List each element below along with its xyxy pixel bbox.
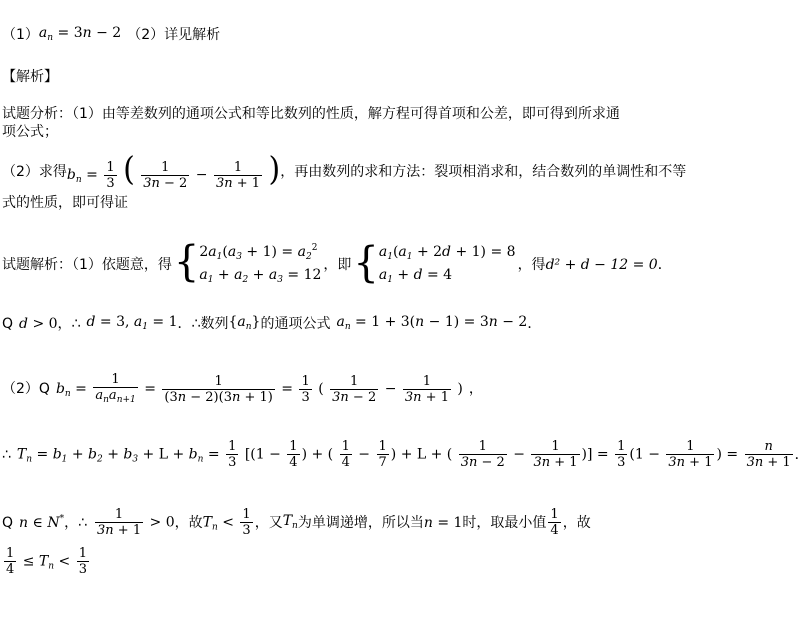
solution-line-5-text-3: ，又	[254, 514, 283, 531]
final-inequality: $\frac{1}{4}$ ≤ $T_n$ < $\frac{1}{3}$	[6, 546, 87, 577]
answer-line	[2, 26, 220, 43]
n-equals-1: n = 1	[423, 514, 463, 531]
analysis-line-4: 式的性质，即可得证	[2, 195, 128, 211]
solution-intro: 试题解析：（1）依题意，得	[2, 256, 172, 273]
solution-equation: d² + d − 12 = 0	[545, 256, 658, 273]
analysis-header: 【解析】	[2, 69, 58, 85]
answer-part1-label: （1）	[2, 26, 39, 43]
solution-line-3: （2） Q $b_n$ = $\frac{1}{a_na_{n+1}}$ = $\frac{1}{(3n - 2)(3n + 1)}$ = $\frac{1}{3}$ ( $\frac{1}{3n - 2}$ − $\frac{1}{3n + 1}$ ) ，	[2, 372, 483, 405]
solution-line-5-text-6: ，故	[562, 514, 591, 531]
tn-upper-bound: $T_n$ < $\frac{1}{3}$	[202, 507, 251, 538]
answer-part2-label: （2）	[127, 26, 165, 43]
answer-part2-text: 详见解析	[164, 26, 221, 43]
solution-line-6	[2, 547, 91, 576]
sequence-set: $\{a_n\}$	[228, 314, 261, 332]
d-a1-values: d = 3, $a_1 = 1$	[86, 314, 178, 332]
solution-period: ．	[657, 256, 672, 273]
solution-line-5-text-2: ，故	[174, 514, 203, 531]
bn-expansion: $b_n$ = $\frac{1}{a_na_{n+1}}$ = $\frac{1}{(3n - 2)(3n + 1)}$ = $\frac{1}{3}$ ( $\frac{1}{3n - 2}$ − $\frac{1}{3n + 1}$ )	[55, 372, 463, 405]
solution-line-5-text-5: 时，取最小值	[462, 514, 547, 531]
system-1: { $2a_1(a_3 + 1) = a_2^2$ $a_1 + a_2 + a_3 = 12$	[173, 237, 322, 287]
analysis-line-1: 试题分析：（1）由等差数列的通项公式和等比数列的性质，解方程可得首项和公差，即可得到所求通	[2, 106, 620, 122]
solution-sep-1: ，即	[323, 256, 352, 273]
d-positive: d > 0	[19, 315, 58, 332]
because-symbol-3: Q	[2, 514, 14, 531]
solution-line-2-text-1: ，∴	[57, 315, 81, 332]
solution-sep-2: ，得	[517, 256, 546, 273]
because-symbol-2: Q	[38, 381, 50, 397]
analysis-line-3	[2, 150, 687, 191]
min-value: $\frac{1}{4}$	[550, 507, 559, 538]
solution-line-4-period: ．	[794, 446, 809, 463]
solution-line-2-text-3: 的通项公式	[260, 315, 331, 332]
solution-line-5-text-1: ，∴	[64, 514, 87, 531]
analysis-line-2: 项公式；	[2, 124, 58, 140]
positive-fraction: $\frac{1}{3n + 1}$ > 0	[97, 507, 175, 538]
analysis-line-3-prefix: （2）求得	[2, 164, 67, 181]
therefore-symbol: ∴	[2, 446, 11, 463]
solution-line-1	[2, 237, 672, 287]
answer-part1-formula: $a_n = 3n - 2$	[38, 25, 122, 43]
solution-line-4	[2, 440, 809, 469]
solution-line-2	[2, 315, 541, 332]
solution-line-5	[2, 508, 591, 537]
system-2: { $a_1(a_1 + 2d + 1) = 8$ $a_1 + d = 4$	[353, 238, 516, 287]
solution-part2-label: （2）	[2, 381, 39, 397]
because-symbol: Q	[2, 315, 14, 332]
tn-symbol: $T_n$	[282, 513, 298, 531]
solution-line-5-text-4: 为单调递增，所以当	[297, 514, 424, 531]
solution-line-2-text-2: ．∴数列	[177, 315, 229, 332]
solution-line-2-period: ．	[527, 315, 542, 332]
bn-formula: $b_n$ = $\frac{1}{3}$ ( $\frac{1}{3n - 2}$ − $\frac{1}{3n + 1}$ )	[66, 150, 281, 191]
analysis-line-3-suffix: ，再由数列的求和方法：裂项相消求和，结合数列的单调性和不等	[280, 164, 687, 181]
tn-sum: $T_n = b_1 + b_2 + b_3 + L + b_n$ = $\frac{1}{3}$ [(1 − $\frac{1}{4}$ ) + ( $\frac{1}{4}$ − $\frac{1}{7}$ ) + L + ( $\frac{1}{3n - 2}$ − $\frac{1}{3n + 1}$ )] = $\frac{1}{3}$ (1 − $\frac{1}{3n + 1}$ ) = $\frac{n}{3n + 1}$	[16, 439, 791, 470]
n-in-naturals: n ∈ N*	[19, 514, 65, 531]
general-term: $a_n = 1 + 3(n - 1) = 3n - 2$	[336, 314, 528, 332]
